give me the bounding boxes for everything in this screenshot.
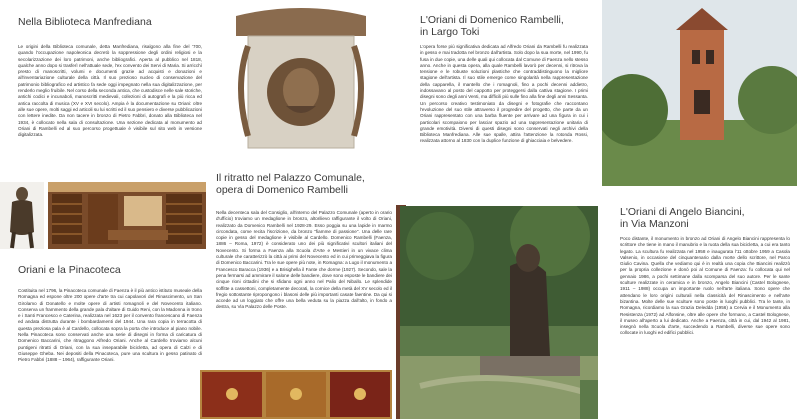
bronze-medallion-photo — [216, 6, 386, 156]
title-biblioteca: Nella Biblioteca Manfrediana — [18, 16, 152, 28]
body-via-manzoni: Poco distante, il monumento in bronzo ad Oriani di Angelo Biancini rappresenta lo scrittore che tiene in mano il manubrio e la ruota della sua bicicletta, a cui era tanto legato. La scultura fu realizzata nel 1958 e inaugurata l'11 ottobre 1959 a Casola Valsenio, in occasione del cinquantenario dalla morte dello scrittore, nel Parco Giulio Cavina. Quella che vediamo qui è in realtà una copia che Biancini realizzò per la propria collezione e donò poi al Comune di Faenza: fu collocata qui nel gennaio 1986, a pochi settimane dalla scomparsa del suo autore. Per le sante sculture realizzate in ceramica e in bronzo, Angelo Biancini (Castel Bolognese, 1911 – 1988) occupa un importante ruolo nell'arte italiana. Sono opere che attendano le loro origini culturali nella classicità del Rinascimento e nell'arte bizantina. Molte delle sue sculture sono poste in luoghi pubblici. Tra le tante, in Romagna, ricordiamo la sua Grazia Deledda (1956) a Cervia e il Monumento alla Resistenza (1972) ad Alfonsine, oltre alle opere che formano, a Castel Bolognese, il museo all'aperto a lui dedicato. Anche a Faenza, città in cui, dal 1942 al 1981, insegnò nella Scuola d'arte, succedendo a Rambelli, diverse sue opere sono collocate in luoghi ed edifici pubblici. — [620, 236, 790, 336]
pinacoteca-paintings-photo — [200, 370, 392, 419]
park-statue-photo — [400, 206, 598, 419]
body-largo-toki: L'opera forse più significativa dedicata ad Alfredo Oriani da Rambelli fu realizzata in gesso e mai tradotta nel bronzo dall'artista. Solo dopo la sua morte, nel 1990, fu fusa in due copie, una delle quali qui collocata dal Comune di Faenza nello stesso anno. Anche in questa opera, alla quale Rambelli lavorò per decenni, si ritrova la tensione e le robuste soluzioni plastiche che contraddistinguono la migliore stagione dell'artista. Il suo stile emerge come singolarità nella rappresentazione della capparella, il mantello che i romagnoli, fino a pochi decenni addietro, indossavano al posto del cappotto per proteggersi dalla cattiva stagione. I primi disegni sono degli anni Venti, ma difficili più sulle fino alla fine degli anni Sessanta. Un percorso creativo testimoniato da disegni e fotografie che raccontano l'evoluzione del suo stile attraverso il progredire del progetto, che parte da un Oriani rappresentato con una barba fluente per arrivare ad una figura in cui i particolari scompaiono per lasciar spazio ad una rappresentazione unitaria di grande emotività. Diversi di questi disegni sono conservati negli archivi della Biblioteca Manfrediana. Alle sue spalle, attira l'attenzione la rotonda Rossi, realizzata attorno al 1830 con la duplice funzione di ghiacciaia e belvedere. — [420, 44, 588, 144]
library-hall-photo — [48, 182, 206, 249]
bicycle-statue-photo — [580, 380, 598, 419]
title-largo-toki-line2: in Largo Toki — [420, 26, 480, 39]
title-ritratto — [216, 172, 396, 196]
title-largo-toki — [420, 14, 600, 38]
title-pinacoteca: Oriani e la Pinacoteca — [18, 264, 121, 276]
title-via-manzoni — [620, 206, 796, 230]
title-via-manzoni-line1: L'Oriani di Angelo Biancini, — [620, 206, 745, 218]
body-pinacoteca: Costituita nel 1796, la Pinacoteca comunale di Faenza è il più antico istituto museale della Romagna ed espone oltre 200 opere d'arte tra cui capolavori del Rinascimento, un San Girolamo di Donatello e molte opere di artisti romagnoli e del Novecento italiano. Conserva un frammento della grande pala d'altare di Guido Reni, con la Madonna in trono e i Santi Francesco e Caterina, realizzata nel 1623 per il convento francescano di Faenza ed andata distrutta durante i bombardamenti del 1944. Una rara copia in terracotta di questa preziosa pala è al Cardello, collocata sopra la porta che introduce al piano nobile. Nella Pinacoteca sono conservati anche una serie di disegni in forma di caricatura di Domenico Baccarini, che ritraggono Alfredo Oriani. Anche al Cardello troviamo alcuni puntigeni ritratti di Oriani, con la sua inseparabile bicicletta, ad opera di Calzi e di Giuseppe Gheba. Nei depositi della Pinacoteca, pure una scultura in gesso patinato di Pietro Fabbri (1888 – 1964), raffigurante Oriani. — [18, 288, 202, 363]
body-biblioteca: Le origini della Biblioteca comunale, detta Manfrediana, risalgono alla fine del '700, quando l'occupazione napoleonica decretò la soppressione degli ordini religiosi e la secolarizzazione dei loro patrimoni, anche bibliografici. Aperta al pubblico nel 1818, qualche anno dopo si trasferì nell'attuale sede, l'ex convento dei Servi di Maria. Si arricchì presto di manoscritti, volumi e documenti grazie ad acquisti e donazioni e all'inventariazione culturale della città. Il suo prezioso nucleo di conservazione del patrimonio bibliografico ed artistico fa sede oggi impegnato nella sua digitalizzazione, per renderlo meglio fruibile. Nel corso della seconda antica, che custodisce nelle sale storiche, antichi codici e incunaboli, manoscritti medievali, collezioni di autografi e la più ricca ed antica raccolta di musica (XV e XVI secolo). Ampia è la documentazione su Oriani: oltre alle sue opere, molti saggi ed articoli su lui scritti ed il suo pensiero e diverse pubblicazioni con lettere inedite. Da non tacere in bronzo di Pietro Fabbri, donato alla Biblioteca nel 1934, è collocato nella sala di consultazione. Una sezione dedicata al monumento ad Oriani di Rambelli ed al suo percorso progettuale è visibile sul sito web in versione digitalizzata. — [18, 44, 202, 138]
rotonda-tower-photo — [602, 0, 797, 186]
title-largo-toki-line1: L'Oriani di Domenico Rambelli, — [420, 14, 564, 26]
bust-statue-photo — [0, 182, 44, 249]
title-via-manzoni-line2: in Via Manzoni — [620, 218, 689, 231]
title-ritratto-line1: Il ritratto nel Palazzo Comunale, — [216, 172, 365, 184]
title-ritratto-line2: opera di Domenico Rambelli — [216, 184, 348, 197]
body-ritratto: Nella decenteca sala del Consiglio, all'interno del Palazzo Comunale (aperto in orario d'ufficio) troviamo un medaglione in bronzo, altorilievo raffigurante il volto di Oriani, realizzato da Domenico Rambelli nel 1928-29. Esso poggia su una lapide in marmo circondata, come recita l'iscrizione, da bronzo "fiamme di passione". Una delle rare copie in gesso del medaglione è visibile al Cardello. Domenico Rambelli (Faenza, 1886 – Roma, 1972) è considerato uno dei più significativi scultori italiani del Novecento. Si forma a Faenza alla Scuola d'Arte e Mestieri in un vivace clima culturale che caratterizzò la città ai primi del Novecento ed in cui primeggiava la figura di Domenico Baccarini. Tra le sue opere più note, in Romagna: a Lugo il monumento a Francesco Baracca (1936) e a Brisighella il Fante che dorme (1927). Secondo, sale la pena fermarsi ad ammirare il salone delle bandiere, dove sono esposte le bandiere dei cinque rioni cittadini che si sfidano ogni anno nel Palio del Niballo. Le splendide soffitte a cassettoni, completamente decorati, la cornice della metà del XV secolo ed il fregio sottostante ripropongono i blasoni delle più importanti casate faentine. Da qui si accede ad un loggiato che offre una bella veduta su la piazza dall'alto, in fondo a destra, su Via Palazzo delle Poste. — [216, 210, 392, 310]
